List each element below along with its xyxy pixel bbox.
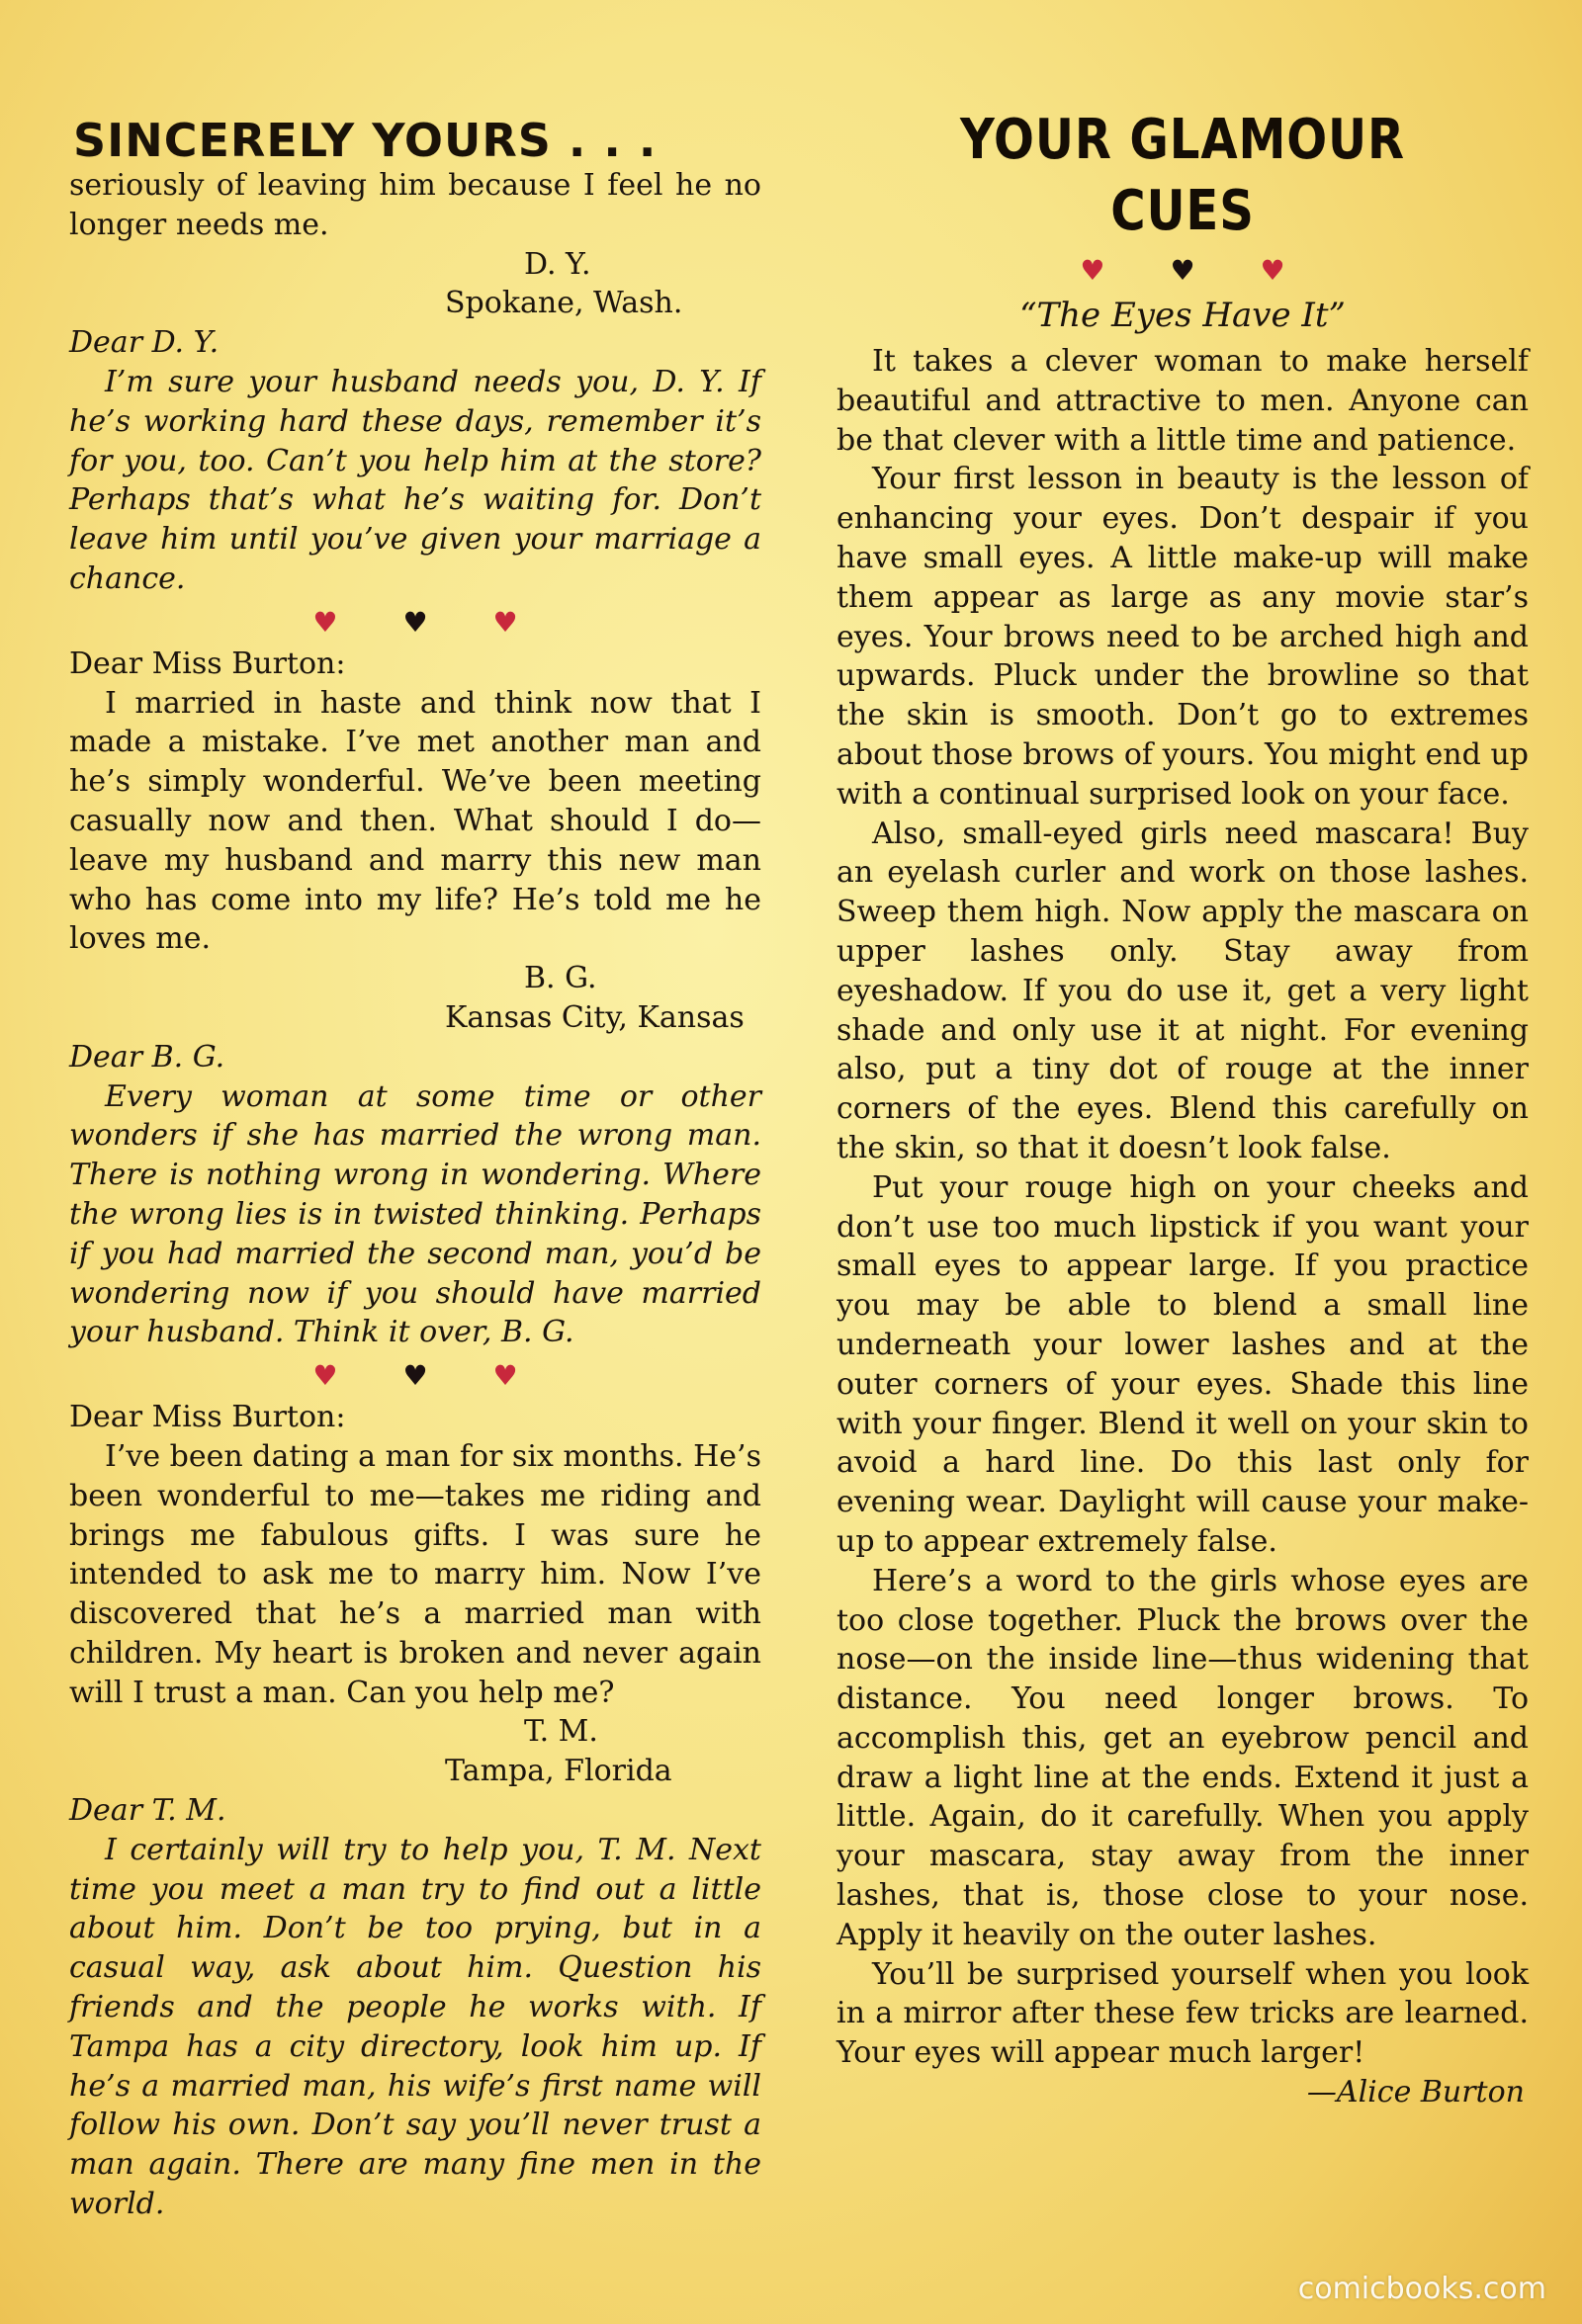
column-title-sincerely-yours: SINCERELY YOURS . . . [73, 114, 658, 167]
letter3-city: Tampa, Florida [445, 1754, 672, 1789]
letter1-continuation: seriously of leaving him because I feel he no longer needs me. [69, 168, 761, 242]
letter1-city: Spokane, Wash. [445, 286, 683, 321]
reply3-salutation: Dear T. M. [69, 1793, 226, 1829]
letter2-salutation: Dear Miss Burton: [69, 646, 346, 681]
heart-icon: ♥ [1170, 254, 1195, 287]
watermark: comicbooks.com [1297, 2272, 1546, 2306]
article-paragraph: It takes a clever woman to make herself beautiful and attractive to men. Anyone can be that clever with a little time and patience. [836, 344, 1529, 458]
letter3-salutation: Dear Miss Burton: [69, 1400, 346, 1435]
letter2-city: Kansas City, Kansas [445, 999, 745, 1035]
heart-icon: ♥ [402, 1359, 428, 1393]
letter3-body: I’ve been dating a man for six months. He’s been wonderful to me—takes me riding and brings me fabulous gifts. I was sure he intended to ask me to marry him. Now I’ve discovered that he’s a married man with children. My heart is broken and never again will I trust a man. Can you help me? [69, 1438, 761, 1710]
heart-icon: ♥ [312, 1359, 338, 1393]
left-column [69, 111, 761, 2224]
heart-icon: ♥ [492, 605, 518, 639]
heart-icon: ♥ [312, 605, 338, 639]
reply1-salutation: Dear D. Y. [69, 325, 220, 361]
article-paragraph: You’ll be surprised yourself when you look in a mirror after these few tricks are learned. Your eyes will appear much larger! [836, 1956, 1529, 2071]
letter1-initials: D. Y. [524, 246, 591, 282]
heart-icon: ♥ [1260, 254, 1285, 287]
reply3-body: I certainly will try to help you, T. M. Next time you meet a man try to find out a little about him. Don’t be too prying, but in a casual way, ask about him. Question his friends and the people he works with. If Tampa has a city directory, look him up. If he’s a married man, his wife’s first name will follow his own. Don’t say you’ll never trust a man again. There are many fine men in the world. [69, 1832, 761, 2222]
column-title-glamour-cues: YOUR GLAMOUR CUES [960, 108, 1405, 243]
reply1-body: I’m sure your husband needs you, D. Y. If he’s working hard these days, remember it’s for you, too. Can’t you help him at the store? Perhaps that’s what he’s waiting for. Don’t leave him until you’ve given your marriage a chance. [69, 364, 761, 596]
heart-divider [69, 1356, 761, 1396]
letter3-initials: T. M. [524, 1714, 598, 1750]
letter2-initials: B. G. [524, 961, 597, 996]
letter2-body: I married in haste and think now that I made a mistake. I’ve met another man and he’s simply wonderful. We’ve been meeting casually now and then. What should I do—leave my husband and marry this new man who has come into my life? He’s told me he loves me. [69, 685, 761, 957]
article-paragraph: Your first lesson in beauty is the lesson of enhancing your eyes. Don’t despair if you have small eyes. A little make-up will make them appear as large as any movie star’s eyes. Your brows need to be arched high and upwards. Pluck under the browline so that the skin is smooth. Don’t go to extremes about those brows of yours. You might end up with a continual surprised look on your face. [836, 462, 1529, 812]
article-author: —Alice Burton [1306, 2075, 1525, 2110]
reply2-body: Every woman at some time or other wonders if she has married the wrong man. There is nothing wrong in wondering. Where the wrong lies is in twisted thinking. Perhaps if you had married the second man, you’d be wondering now if you should have married your husband. Think it over, B. G. [69, 1078, 761, 1350]
heart-icon: ♥ [402, 605, 428, 639]
heart-icon: ♥ [1080, 254, 1105, 287]
right-column [836, 108, 1529, 2112]
heart-divider [69, 603, 761, 643]
article-paragraph: Also, small-eyed girls need mascara! Buy an eyelash curler and work on those lashes. Sweep them high. Now apply the mascara on upper lashes only. Stay away from eyeshadow. If you do use it, get a very light shade and only use it at night. For evening also, put a tiny dot of rouge at the inner corners of the eyes. Blend this carefully on the skin, so that it doesn’t look false. [836, 816, 1529, 1165]
heart-divider [836, 251, 1529, 291]
article-subtitle: “The Eyes Have It” [1019, 296, 1346, 335]
reply2-salutation: Dear B. G. [69, 1039, 225, 1075]
heart-icon: ♥ [492, 1359, 518, 1393]
article-paragraph: Here’s a word to the girls whose eyes are too close together. Pluck the brows over the nose—on the inside line—thus widening that distance. You need longer brows. To accomplish this, get an eyebrow pencil and draw a light line at the ends. Extend it just a little. Again, do it carefully. When you apply your mascara, stay away from the inner lashes, that is, those close to your nose. Apply it heavily on the outer lashes. [836, 1563, 1529, 1952]
article-paragraph: Put your rouge high on your cheeks and don’t use too much lipstick if you want your small eyes to appear large. If you practice you may be able to blend a small line underneath your lower lashes and at the outer corners of your eyes. Shade this line with your finger. Blend it well on your skin to avoid a hard line. Do this last only for evening wear. Daylight will cause your make-up to appear extremely false. [836, 1169, 1529, 1559]
